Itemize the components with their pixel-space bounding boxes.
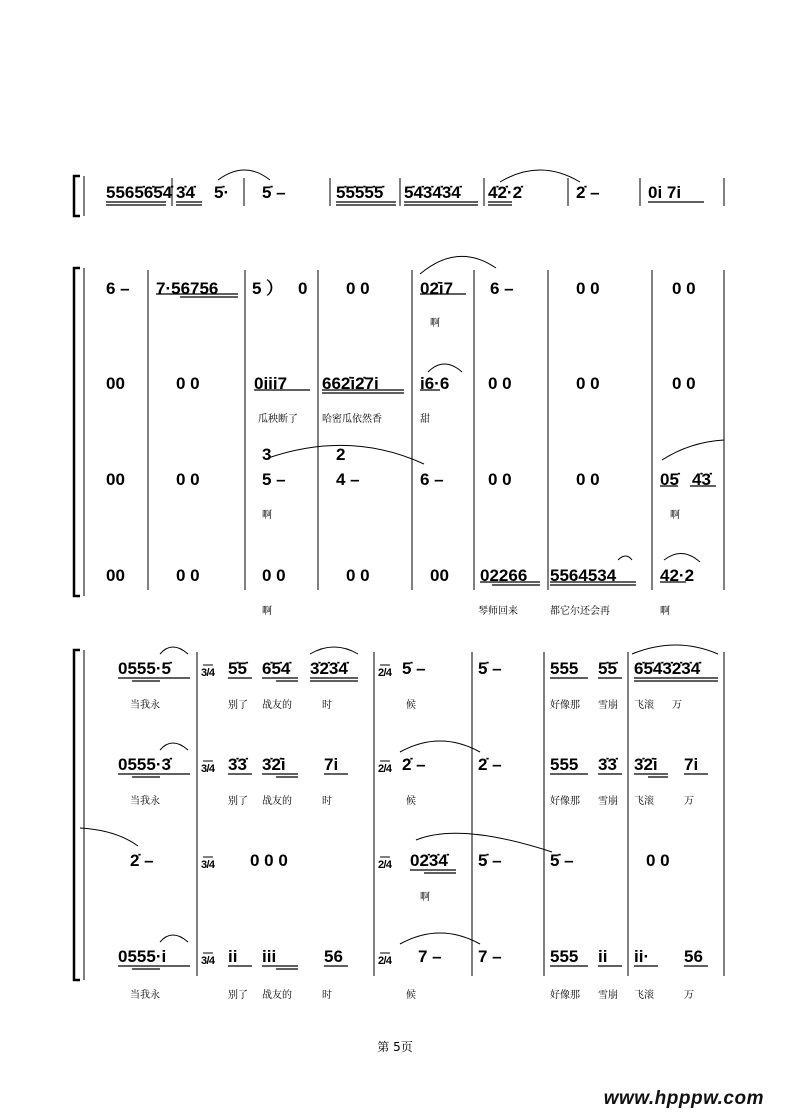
time-signature: 3/4 <box>201 955 215 967</box>
note-group: 0 0 <box>488 374 512 393</box>
lyric: 啊 <box>670 510 680 521</box>
note-group: 3̇4̇ <box>176 183 195 202</box>
note-group: 00 <box>106 566 125 585</box>
lyric: 别了 <box>228 990 248 1001</box>
lyric: 瓜秧断了 <box>258 414 298 425</box>
note-group: 0 0 <box>672 279 696 298</box>
system-1-text <box>106 183 681 202</box>
lyric: 飞滚 <box>634 990 654 1001</box>
note-group: 6̇5̇4̇3̇2̇3̇4̇ <box>634 659 701 678</box>
note-group: 0 0 <box>576 279 600 298</box>
note-group: 7i <box>684 755 699 774</box>
note-group: 4̇2̇·2̇ <box>488 183 523 202</box>
time-signature: 3/4 <box>201 859 215 871</box>
note-group: i6·6 <box>420 374 450 393</box>
lyric: 啊 <box>262 510 272 521</box>
note-group: 5564534 <box>550 566 617 585</box>
underlines <box>156 294 716 585</box>
watermark: www.hpppw.com <box>603 1088 764 1109</box>
note-group: 3̇2̇3̇4̇ <box>310 659 348 678</box>
note-group: 2̇ – <box>576 183 600 202</box>
note-group: 0555·3̇ <box>118 755 171 774</box>
time-signature: 2/4 <box>378 763 392 775</box>
note-group: 0 0 <box>672 374 696 393</box>
lyric: 当我永 <box>130 990 160 1001</box>
lyric: 雪崩 <box>598 700 618 711</box>
lyric: 飞滚 <box>634 700 654 711</box>
time-signature: 2/4 <box>378 859 392 871</box>
note-group: 7 – <box>478 947 502 966</box>
note-group: 5̇ – <box>402 659 426 678</box>
lyric: 哈密瓜依然香 <box>322 414 382 425</box>
lyric: 万 <box>684 990 694 1001</box>
note-group: 0 0 <box>176 374 200 393</box>
lyric: 战友的 <box>262 700 292 711</box>
note-group: 2 <box>336 445 346 464</box>
note-group: 5̇ – <box>550 851 574 870</box>
note-group: 7·56756 <box>156 279 219 298</box>
note-group: 5565̇6̇5̇4̇ <box>106 183 173 202</box>
note-group: 0 0 <box>576 470 600 489</box>
note-group: 0555·i <box>118 947 167 966</box>
note-group: 7i <box>324 755 339 774</box>
note-group: 2̇ – <box>478 755 502 774</box>
lyric: 啊 <box>420 892 430 903</box>
note-group: 5 – <box>262 470 286 489</box>
note-group: ii· <box>634 947 650 966</box>
lyric: 当我永 <box>130 796 160 807</box>
system-bracket <box>74 176 80 216</box>
note-group: 5̇ – <box>478 851 502 870</box>
tie-slurs <box>268 256 724 562</box>
note-group: 5̇5̇5̇5̇5̇ <box>336 183 384 202</box>
lyric: 甜 <box>420 414 430 425</box>
time-signature: 3/4 <box>201 667 215 679</box>
system-2-text <box>106 278 713 617</box>
note-group: 4̇3̇ <box>692 470 711 489</box>
lyric: 时 <box>322 796 332 807</box>
note-group: 6 – <box>420 470 444 489</box>
time-signature: 3/4 <box>201 763 215 775</box>
note-group: 02̇3̇4̇ <box>410 851 448 870</box>
note-group: 0 0 <box>488 470 512 489</box>
lyric: 好像那 <box>550 990 580 1001</box>
time-signature: 2/4 <box>378 667 392 679</box>
note-group: 2̇ – <box>130 851 154 870</box>
note-group: 5̇ – <box>262 183 286 202</box>
note-group: 3̇2̇i <box>262 755 286 774</box>
note-group: 00 <box>106 470 125 489</box>
note-group: 0 0 <box>262 566 286 585</box>
note-group: 0 0 <box>346 566 370 585</box>
lyric: 当我永 <box>130 700 160 711</box>
note-group: 05̇ <box>660 470 679 489</box>
note-group: 555 <box>550 947 579 966</box>
note-group: 662̇i2̇7i <box>322 374 379 393</box>
note-group: 56 <box>324 947 343 966</box>
note-group: 00 <box>106 374 125 393</box>
note-group: ii <box>228 947 238 966</box>
lyric: 别了 <box>228 796 248 807</box>
system-3-text <box>118 659 703 1001</box>
system-bracket <box>74 268 80 596</box>
note-group: 0 <box>298 279 308 298</box>
lyric: 别了 <box>228 700 248 711</box>
note-group: 6̇5̇4̇ <box>262 659 291 678</box>
lyric: 雪崩 <box>598 796 618 807</box>
note-group: 3 <box>262 445 272 464</box>
note-group: 5̇4̇3̇4̇3̇4̇ <box>404 183 461 202</box>
note-group: 3̇3̇ <box>598 755 617 774</box>
page-number: 第 5页 <box>377 1040 413 1054</box>
lyric: 都它尔还会再 <box>550 606 610 617</box>
lyric: 啊 <box>660 606 670 617</box>
lyric: 好像那 <box>550 796 580 807</box>
note-group: iii <box>262 947 277 966</box>
note-group: 0555·5̇ <box>118 659 171 678</box>
note-group: 0 0 <box>646 851 670 870</box>
note-group: ii <box>598 947 608 966</box>
lyric: 好像那 <box>550 700 580 711</box>
lyric: 候 <box>406 796 416 807</box>
note-group: 00 <box>430 566 449 585</box>
note-group: 5̇· <box>214 183 230 202</box>
note-group: 555 <box>550 755 579 774</box>
lyric: 万 <box>672 700 682 711</box>
system-2 <box>74 256 724 596</box>
note-group: 4 – <box>336 470 360 489</box>
note-group: 56 <box>684 947 703 966</box>
lyric: 战友的 <box>262 990 292 1001</box>
lyric: 啊 <box>262 606 272 617</box>
note-group: 555 <box>550 659 579 678</box>
time-signature: 2/4 <box>378 955 392 967</box>
note-group: 6 – <box>106 279 130 298</box>
lyric: 时 <box>322 700 332 711</box>
note-group: 0 0 <box>576 374 600 393</box>
note-group: 7 – <box>418 947 442 966</box>
note-group: 0i 7i <box>648 183 682 202</box>
note-group: 0 0 <box>176 470 200 489</box>
lyric: 战友的 <box>262 796 292 807</box>
note-group: 3̇3̇ <box>228 755 247 774</box>
note-group: 02266 <box>480 566 528 585</box>
note-group: 5̇ – <box>478 659 502 678</box>
note-group: 0iii7 <box>254 374 288 393</box>
underlines <box>106 202 704 205</box>
lyric: 飞滚 <box>634 796 654 807</box>
note-group: 2̇ – <box>402 755 426 774</box>
note-group: 6 – <box>490 279 514 298</box>
note-group: 0 0 <box>346 279 370 298</box>
tie-slurs <box>218 170 580 182</box>
lyric: 候 <box>406 990 416 1001</box>
note-group: 5̇5̇ <box>228 659 247 678</box>
system-3 <box>74 645 724 980</box>
lyric: 雪崩 <box>598 990 618 1001</box>
lyric: 琴师回来 <box>478 606 518 617</box>
system-bracket <box>74 650 80 980</box>
note-group: 42·2 <box>660 566 695 585</box>
note-group: 3̇2̇i <box>634 755 658 774</box>
lyric: 候 <box>406 700 416 711</box>
note-group: 5̇5̇ <box>598 659 617 678</box>
note-group: 02̇i7 <box>420 279 454 298</box>
tie-slurs <box>80 645 718 944</box>
lyric: 时 <box>322 990 332 1001</box>
note-group: 5 ） <box>252 279 284 298</box>
note-group: 0 0 0 <box>250 851 288 870</box>
lyric: 万 <box>684 796 694 807</box>
lyric: 啊 <box>430 318 440 329</box>
note-group: 0 0 <box>176 566 200 585</box>
